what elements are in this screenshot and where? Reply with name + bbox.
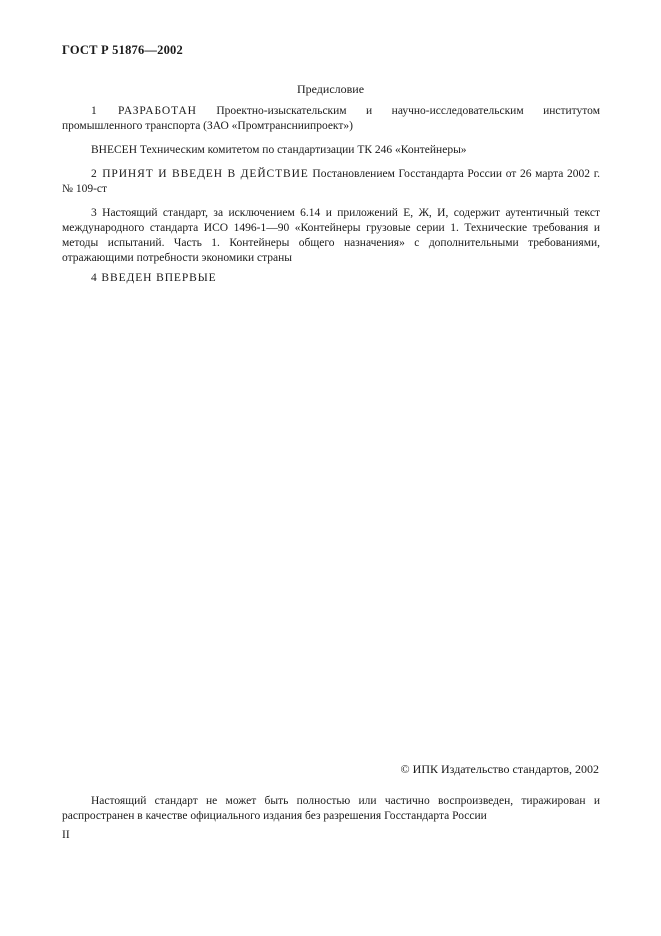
adopted-lead: 2 ПРИНЯТ И ВВЕДЕН В ДЕЙСТВИЕ [91, 168, 309, 180]
page-number: II [62, 829, 70, 841]
document-code: ГОСТ Р 51876—2002 [62, 43, 183, 57]
introduced-text: Техническим комитетом по стандартизации ТК 246 «Контейнеры» [137, 144, 467, 156]
preface-item-adopted [62, 167, 600, 197]
preface-item-developed [62, 104, 600, 134]
developed-lead: 1 РАЗРАБОТАН [91, 105, 197, 117]
adopted-text: Постановлением Госстандарта России от 26 марта 2002 г. № 109-ст [62, 168, 600, 195]
preface-item-first-introduced: 4 ВВЕДЕН ВПЕРВЫЕ [91, 272, 217, 284]
preface-title: Предисловие [296, 82, 365, 96]
introduced-lead: ВНЕСЕН [91, 144, 137, 156]
copyright-line: © ИПК Издательство стандартов, 2002 [400, 762, 599, 776]
reproduction-notice: Настоящий стандарт не может быть полностью или частично воспроизведен, тиражирован и распространен в качестве официального издания без разрешения Госстандарта России [62, 795, 600, 822]
preface-item-authentic-text: 3 Настоящий стандарт, за исключением 6.14 и приложений Е, Ж, И, содержит аутентичный текст международного стандарта ИСО 1496-1—90 «Контейнеры грузовые серии 1. Технические требования и методы испытаний. Часть 1. Контейнеры общего назначения» с дополнительными требованиями, отражающими потребности экономики страны [62, 207, 600, 264]
developed-text: Проектно-изыскательским и научно-исследовательским институтом промышленного транспорта (ЗАО «Промтрансниипроект») [62, 105, 600, 132]
preface-item-introduced [62, 143, 600, 158]
